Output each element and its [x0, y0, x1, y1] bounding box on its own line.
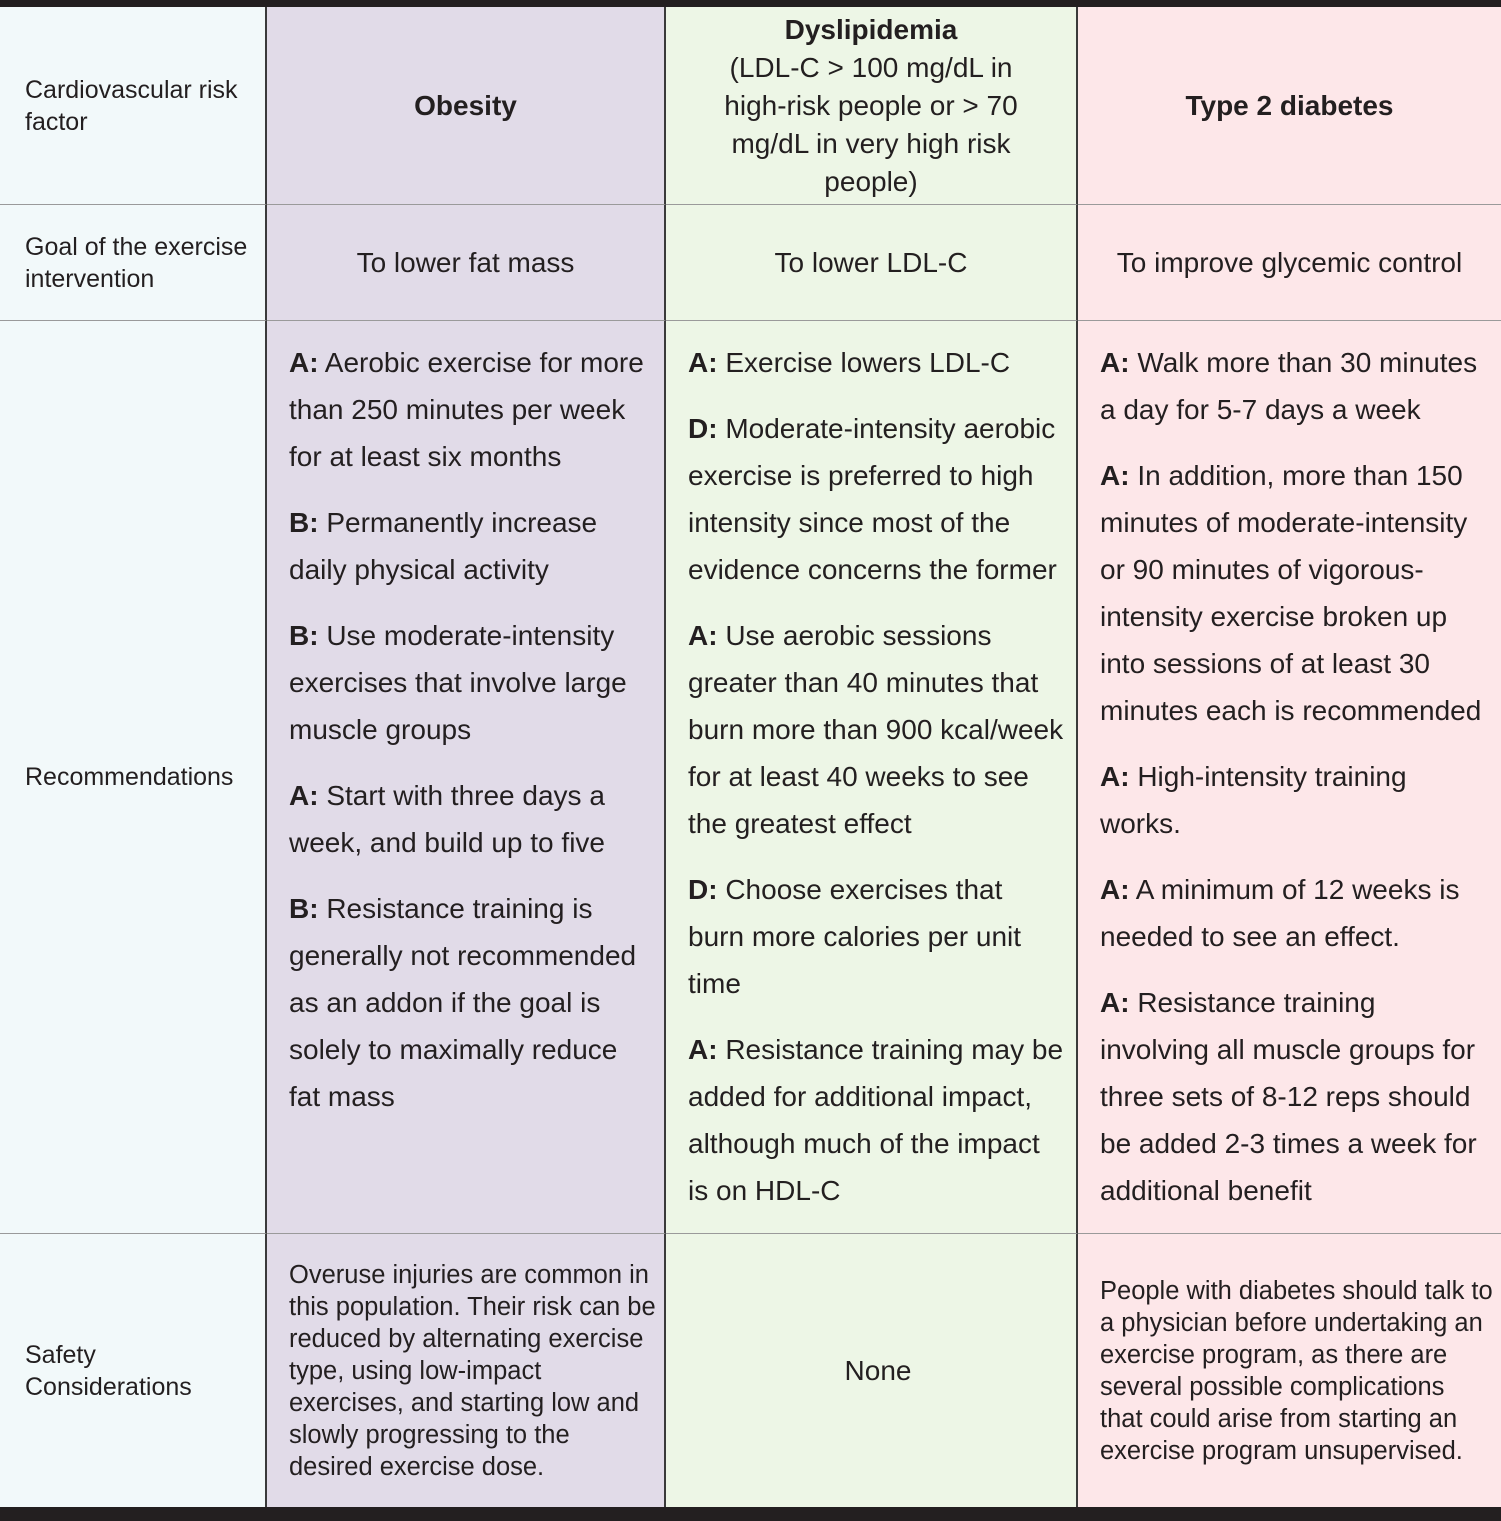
recommendation-item [289, 339, 652, 480]
dyslipidemia-subtitle: (LDL-C > 100 mg/dL in high-risk people or > 70 mg/dL in very high risk people) [724, 51, 1018, 197]
diabetes-title: Type 2 diabetes [1185, 89, 1394, 121]
dyslipidemia-recommendations [666, 321, 1076, 1214]
risk-factor-label-cell [0, 7, 267, 205]
obesity-goal: To lower fat mass [356, 246, 575, 278]
grade-label: B: [289, 507, 319, 538]
dyslipidemia-header-cell [666, 7, 1078, 205]
obesity-title: Obesity [414, 89, 517, 121]
diabetes-safety: People with diabetes should talk to a physician before undertaking an exercise program, as there are several possible complications that could arise from starting an exercise program unsupervised. [1100, 1276, 1493, 1465]
obesity-goal-cell [267, 205, 666, 321]
obesity-header-cell [267, 7, 666, 205]
recommendation-text: Resistance training involving all muscle groups for three sets of 8-12 reps should be added 2-3 times a week for additional benefit [1100, 987, 1477, 1206]
diabetes-header-cell [1078, 7, 1501, 205]
grade-label: A: [1100, 347, 1130, 378]
recommendation-item [1100, 452, 1489, 734]
grade-label: A: [289, 780, 319, 811]
recommendation-item [289, 499, 652, 593]
recommendation-text: Exercise lowers LDL-C [725, 347, 1011, 378]
grade-label: A: [289, 347, 319, 378]
recommendation-text: Choose exercises that burn more calories per unit time [688, 874, 1022, 999]
dyslipidemia-header [666, 11, 1076, 201]
grade-label: A: [688, 1034, 718, 1065]
grade-label: A: [1100, 460, 1130, 491]
recommendation-text: Moderate-intensity aerobic exercise is preferred to high intensity since most of the evidence concerns the former [688, 413, 1057, 585]
obesity-recommendations [267, 321, 664, 1120]
recommendation-text: Use moderate-intensity exercises that involve large muscle groups [289, 620, 627, 745]
diabetes-recommendations [1078, 321, 1501, 1214]
recommendation-text: Start with three days a week, and build up to five [289, 780, 605, 858]
grade-label: D: [688, 874, 718, 905]
recommendation-text: Use aerobic sessions greater than 40 minutes that burn more than 900 kcal/week for at least 40 weeks to see the greatest effect [688, 620, 1064, 839]
diabetes-goal-cell [1078, 205, 1501, 321]
recommendation-text: Walk more than 30 minutes a day for 5-7 days a week [1100, 347, 1478, 425]
safety-label: Safety Considerations [25, 1340, 192, 1401]
grade-label: A: [1100, 761, 1130, 792]
recommendation-item [1100, 979, 1489, 1214]
recommendation-text: Aerobic exercise for more than 250 minutes per week for at least six months [289, 347, 644, 472]
recommendation-text: Permanently increase daily physical activity [289, 507, 598, 585]
recommendation-text: In addition, more than 150 minutes of moderate-intensity or 90 minutes of vigorous-intensity exercise broken up into sessions of at least 30 minutes each is recommended [1100, 460, 1482, 726]
recommendation-text: A minimum of 12 weeks is needed to see an effect. [1100, 874, 1460, 952]
grade-label: A: [688, 620, 718, 651]
risk-factor-label: Cardiovascular risk factor [25, 75, 238, 136]
recommendations-label: Recommendations [25, 763, 234, 791]
recommendation-item [688, 405, 1064, 593]
diabetes-recommendations-cell [1078, 321, 1501, 1234]
grade-label: B: [289, 893, 319, 924]
bottom-rule [0, 1507, 1501, 1521]
diabetes-safety-cell [1078, 1234, 1501, 1507]
dyslipidemia-safety-cell [666, 1234, 1078, 1507]
obesity-safety: Overuse injuries are common in this population. Their risk can be reduced by alternating exercise type, using low-impact exercises, and starting low and slowly progressing to the desired exercise dose. [289, 1260, 656, 1481]
recommendation-item [289, 885, 652, 1120]
dyslipidemia-safety: None [844, 1354, 912, 1386]
safety-label-cell [0, 1234, 267, 1507]
top-rule [0, 0, 1501, 7]
goal-label: Goal of the exercise intervention [25, 232, 248, 293]
recommendation-item [1100, 339, 1489, 433]
obesity-safety-cell [267, 1234, 666, 1507]
grade-label: B: [289, 620, 319, 651]
diabetes-goal: To improve glycemic control [1116, 246, 1463, 278]
recommendation-item [1100, 866, 1489, 960]
recommendation-text: Resistance training may be added for additional impact, although much of the impact is on HDL-C [688, 1034, 1064, 1206]
recommendation-text: High-intensity training works. [1100, 761, 1407, 839]
recommendation-item [688, 1026, 1064, 1214]
table-grid [0, 7, 1501, 1507]
recommendation-item [289, 612, 652, 753]
recommendation-item [688, 866, 1064, 1007]
grade-label: A: [1100, 987, 1130, 1018]
grade-label: A: [1100, 874, 1130, 905]
dyslipidemia-goal: To lower LDL-C [774, 246, 968, 278]
dyslipidemia-title: Dyslipidemia [784, 13, 958, 45]
recommendation-item [688, 612, 1064, 847]
recommendations-label-cell [0, 321, 267, 1234]
dyslipidemia-recommendations-cell [666, 321, 1078, 1234]
recommendation-item [289, 772, 652, 866]
recommendation-text: Resistance training is generally not recommended as an addon if the goal is solely to maximally reduce fat mass [289, 893, 637, 1112]
grade-label: A: [688, 347, 718, 378]
dyslipidemia-goal-cell [666, 205, 1078, 321]
grade-label: D: [688, 413, 718, 444]
recommendation-item [1100, 753, 1489, 847]
obesity-recommendations-cell [267, 321, 666, 1234]
recommendation-item [688, 339, 1064, 386]
goal-label-cell [0, 205, 267, 321]
